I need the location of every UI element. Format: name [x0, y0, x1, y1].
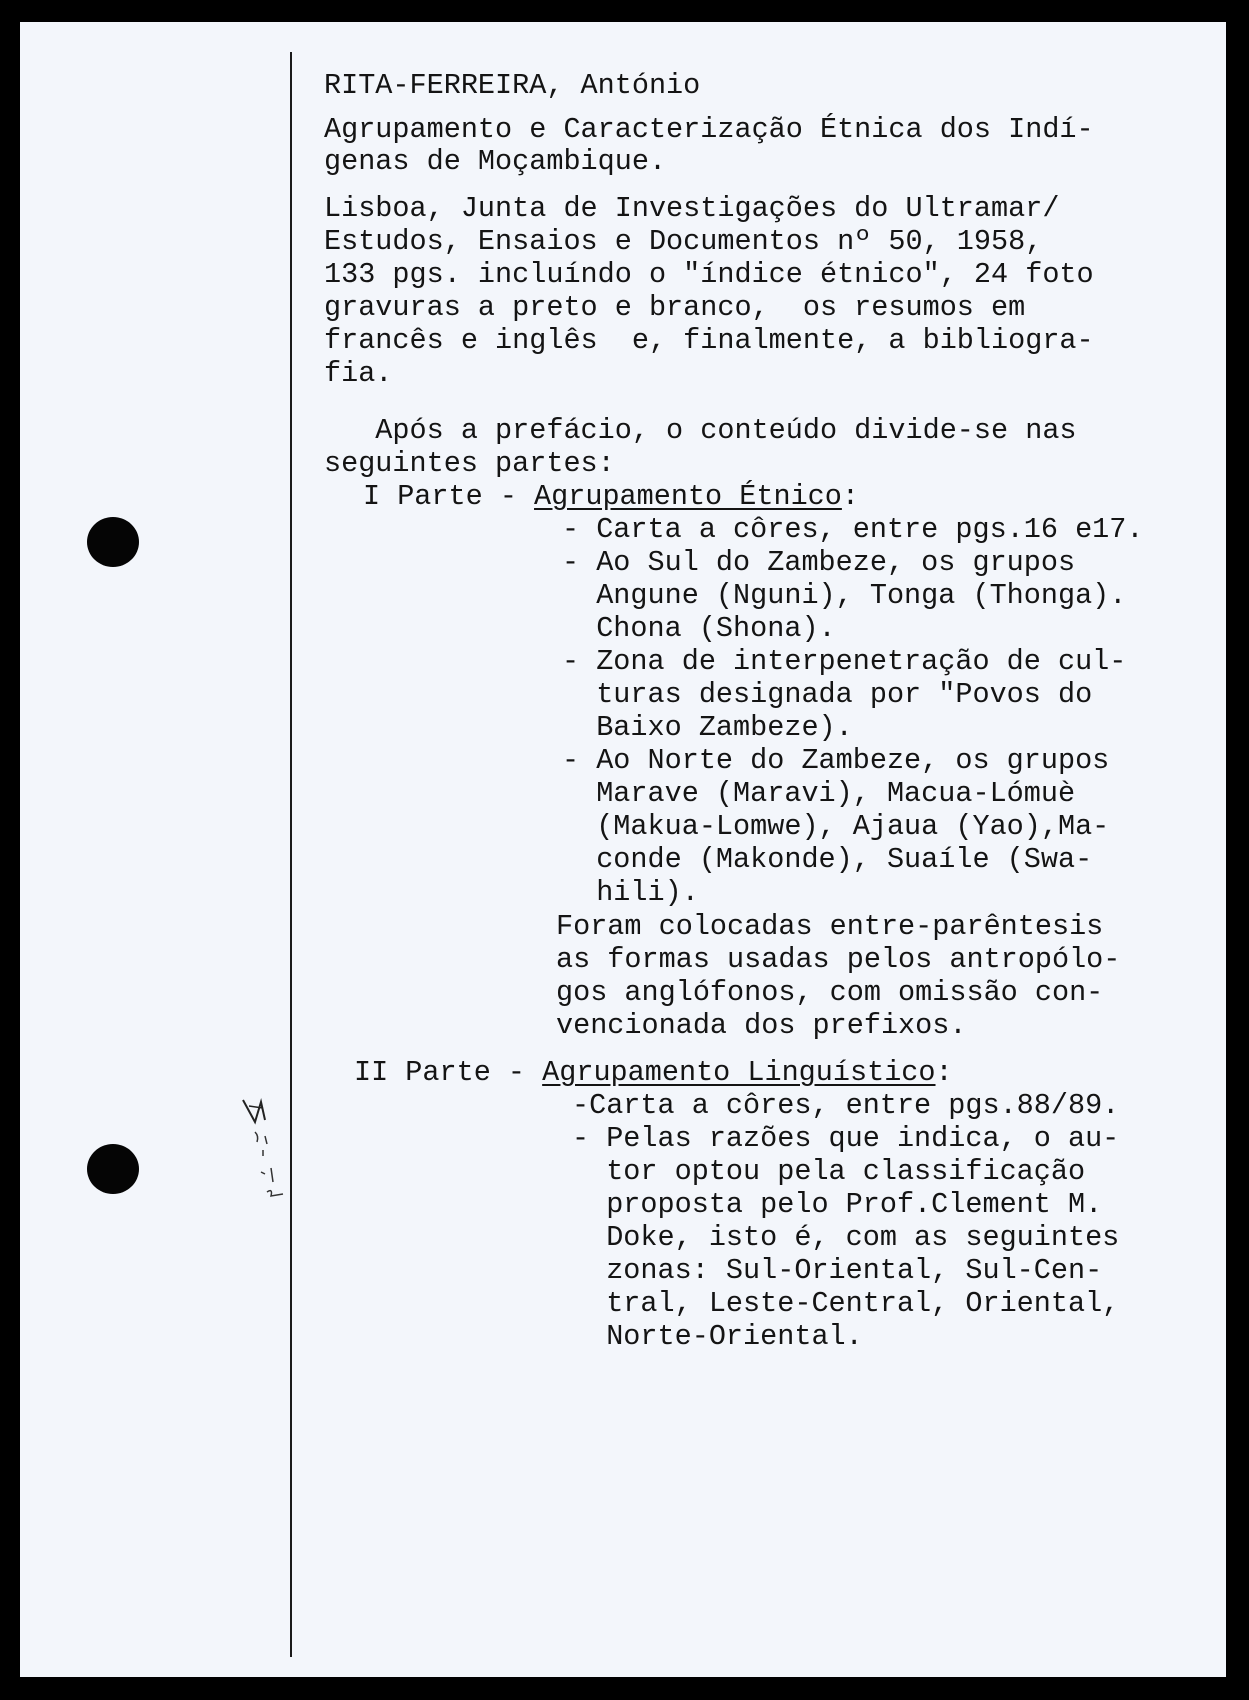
part1-item-map: - Carta a côres, entre pgs.16 e17. [562, 513, 1144, 546]
part1-item-south: - Ao Sul do Zambeze, os grupos Angune (Nguni), Tonga (Thonga). Chona (Shona). [562, 546, 1127, 645]
author-name: RITA-FERREIRA, António [324, 69, 701, 102]
part2-heading-suffix: : [935, 1056, 953, 1089]
punch-hole-top [87, 517, 139, 567]
publication-line-6: fia. [324, 357, 393, 390]
part2-label: II Parte - [354, 1056, 543, 1089]
part1-item-north: - Ao Norte do Zambeze, os grupos Marave (Maravi), Macua-Lómuè (Makua-Lomwe), Ajaua (Yao),Ma- conde (Makonde), Suaíle (Swa- hili). [562, 744, 1110, 909]
publication-line-4: gravuras a preto e branco, os resumos em [324, 291, 1026, 324]
title-line-1: Agrupamento e Caracterização Étnica dos Indí- [324, 113, 1094, 146]
part2-item-classification: - Pelas razões que indica, o au- tor optou pela classificação proposta pelo Prof.Clement M. Doke, isto é, com as seguintes zonas: Sul-Oriental, Sul-Cen- tral, Leste-Central, Oriental, Norte-Oriental. [572, 1122, 1120, 1353]
handwritten-marks [235, 1092, 295, 1202]
part2-heading: Agrupamento Linguístico [542, 1056, 936, 1089]
part1-note-line-2: as formas usadas pelos antropólo- [556, 943, 1121, 976]
publication-line-2: Estudos, Ensaios e Documentos nº 50, 1958, [324, 225, 1043, 258]
part2-item-map: -Carta a côres, entre pgs.88/89. [572, 1089, 1120, 1122]
intro-line-2: seguintes partes: [324, 447, 615, 480]
part2-heading-line [354, 1056, 953, 1089]
publication-line-5: francês e inglês e, finalmente, a bibliogra- [324, 324, 1094, 357]
margin-rule [290, 52, 292, 1657]
part1-note-line-4: vencionada dos prefixos. [556, 1009, 967, 1042]
part1-note-line-3: gos anglófonos, com omissão con- [556, 976, 1104, 1009]
intro-line-1: Após a prefácio, o conteúdo divide-se nas [324, 414, 1077, 447]
part1-heading-line [363, 480, 859, 513]
publication-line-3: 133 pgs. incluíndo o "índice étnico", 24 foto [324, 258, 1094, 291]
part1-item-zone: - Zona de interpenetração de cul- turas designada por "Povos do Baixo Zambeze). [562, 645, 1127, 744]
part1-heading: Agrupamento Étnico [534, 480, 842, 513]
part1-note-line-1: Foram colocadas entre-parêntesis [556, 910, 1104, 943]
part1-heading-suffix: : [841, 480, 859, 513]
part1-label: I Parte - [363, 480, 535, 513]
punch-hole-bottom [87, 1144, 139, 1194]
document-page [20, 22, 1226, 1677]
publication-line-1: Lisboa, Junta de Investigações do Ultramar/ [324, 192, 1060, 225]
title-line-2: genas de Moçambique. [324, 145, 667, 178]
